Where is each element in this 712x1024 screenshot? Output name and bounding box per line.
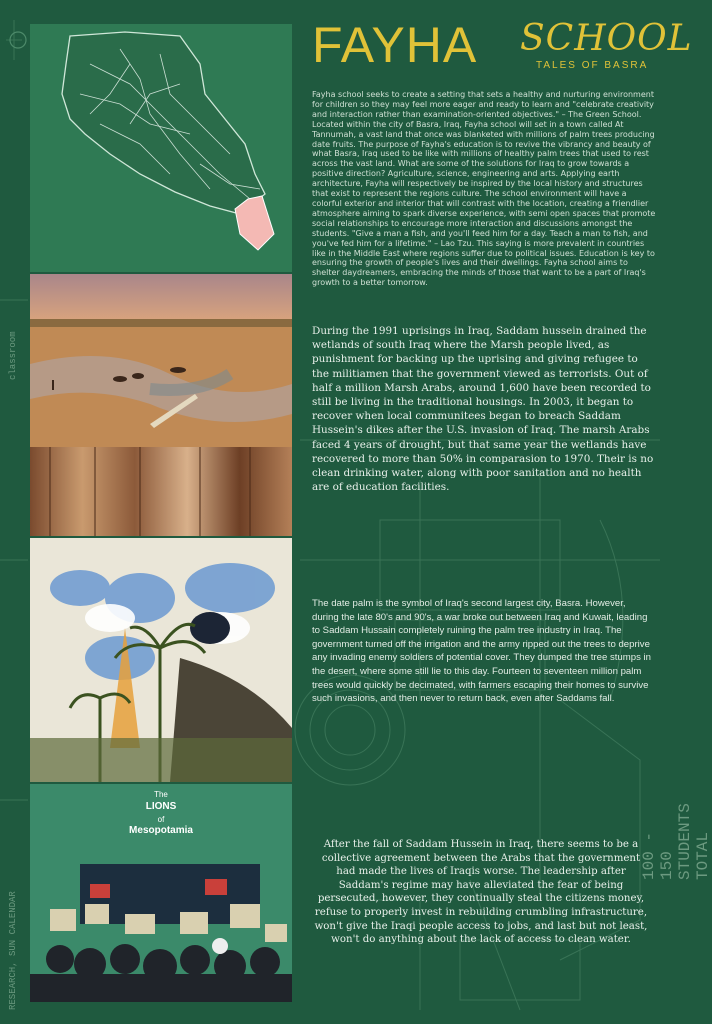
marsh-photo <box>30 274 292 536</box>
title-subtitle: TALES OF BASRA <box>536 60 649 71</box>
intro-paragraph: Fayha school seeks to create a setting that sets a healthy and nurturing environment for children so they may feel more eager and ready to learn and "celebrate creativity and interaction rather than examination-oriented objectives." – The Green School. Located within the city of Basra, Iraq, Fayha school will set in a town called At Tannumah, a vast land that once was blanketed with millions of palm trees producing date fruits. The purpose of Fayha's education is to revive the vibrancy and beauty of what Basra, Iraq used to be like with millions of healthy palm trees that used to rest across the vast land. What are some of the solutions for Iraq to grow towards a positive direction? Agriculture, science, engineering and arts. Applying earth architecture, Fayha will respectively be inspired by the local history and structures that exist to represent the regions culture. The school environment will have a colorful exterior and interior that will contrast with the location, creating a friendlier atmosphere aiming to spark diverse experience, with semi open spaces that promote social relationships to encourage more interaction and discussions amongst the students. "Give a man a fish, and you'll feed him for a day. Teach a man to fish, and you've fed him for a lifetime." – Lao Tzu. This saying is more prevalent in countries like in the Middle East where regions suffer due to political issues. Education is key to ensuring the growth of people's lives and their dwellings. Fayha school aims to shelter daydreamers, embracing the minds of those that want to be a part of Iraq's growth to a better tomorrow. <box>312 90 656 288</box>
lions-of-mesopotamia-poster <box>30 784 292 1002</box>
margin-note-students: 100 - 150 STUDENTS TOTAL <box>640 803 712 880</box>
iraq-map-panel <box>30 24 292 272</box>
palm-war-scene <box>30 538 292 782</box>
palm-war-collage <box>30 538 292 782</box>
iraq-map <box>30 24 292 272</box>
lions-line-4: Mesopotamia <box>129 825 193 836</box>
margin-note-classroom: classroom <box>8 331 18 380</box>
iraq-outline <box>62 32 265 214</box>
lions-line-1: The <box>154 790 168 799</box>
title-school: SCHOOL <box>520 18 693 59</box>
title-fayha: FAYHA <box>312 17 478 73</box>
marsh-scene <box>30 274 292 536</box>
lions-line-3: of <box>157 815 165 824</box>
palm-paragraph: The date palm is the symbol of Iraq's second largest city, Basra. However, during the late 80's and 90's, a war broke out between Iraq and Kuwait, leading to Saddam Hussain completely ruining the palm tree industry in Iraq. The government turned off the irrigation and the army ripped out the trees to deprive any invading enemy soldiers of potential cover. They dumped the tree stumps in the desert, where some still lie to this day. Fourteen to seventeen million palm trees would quickly be decimated, with farmers escaping their homes to survive such invasions, and then never to return back, even after Saddams fall. <box>312 598 651 705</box>
margin-note-research: RESEARCH, SUN CALENDAR <box>8 891 18 1010</box>
fall-paragraph: After the fall of Saddam Hussein in Iraq, there seems to be a collective agreement between the Arabs that the government had made the lives of Iraqis worse. The leadership after Saddam's regime may have alleviated the fear of being persecuted, however, they continually steal the citizens money, refuse to properly invest in rebuilding crumbling infrastructure, won't give the Iraqi people access to jobs, and last but not least, won't do anything about the lack of access to clean water. <box>314 839 648 946</box>
basra-highlight <box>235 196 274 250</box>
marsh-paragraph: During the 1991 uprisings in Iraq, Saddam hussein drained the wetlands of south Iraq where the Marsh people lived, as punishment for backing up the uprising and giving refugee to the militiamen that the government viewed as terrorists. Out of half a million Marsh Arabs, around 1,600 have been recorded to still be living in the traditional housings. In 2003, it began to recover when local communitees began to breach Saddam Hussein's dikes after the U.S. invasion of Iraq. The marsh Arabs faced 4 years of drought, but that same year the wetlands have recovered to more than 50% in comparasion to 1970. Their is no clean drinking water, along with poor sanitation and no health are of education facilities. <box>312 325 654 494</box>
lions-line-2: LIONS <box>145 801 177 812</box>
